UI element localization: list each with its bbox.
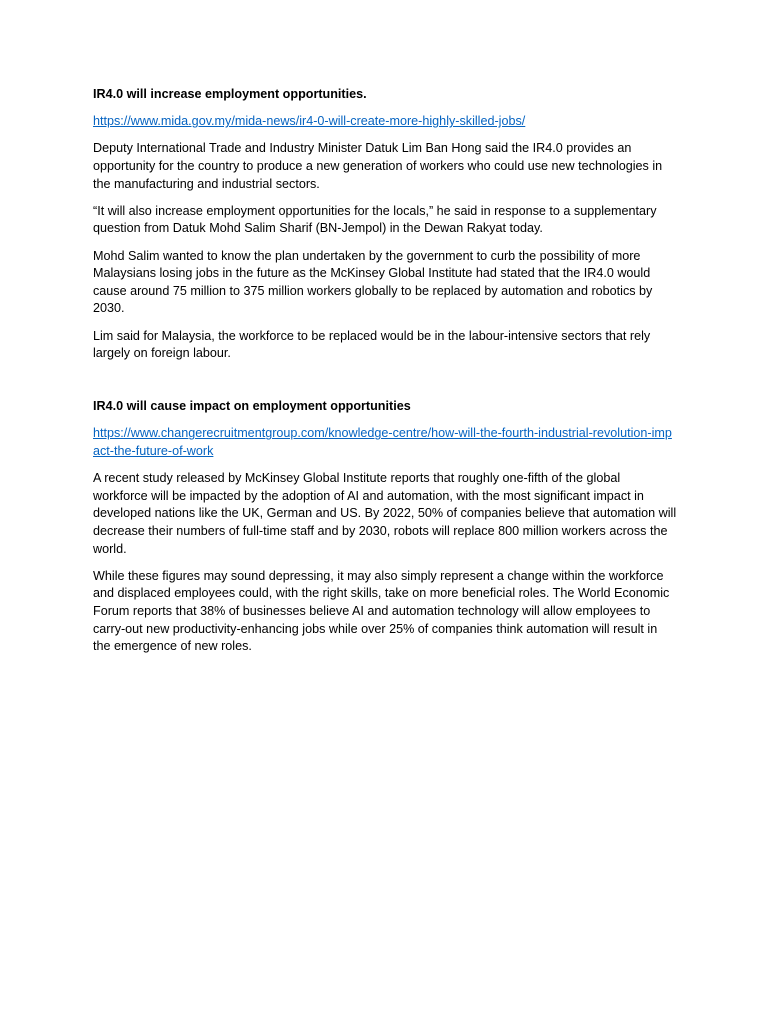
- section2-source-link[interactable]: https://www.changerecruitmentgroup.com/knowledge-centre/how-will-the-fourth-industrial-revolution-impact-the-future-of-work: [93, 426, 672, 459]
- section2-paragraph-2: While these figures may sound depressing, it may also simply represent a change within the workforce and displaced employees could, with the right skills, take on more beneficial roles. The World Economic Forum reports that 38% of businesses believe AI and automation technology will allow employees to carry-out new productivity-enhancing jobs while over 25% of companies think automation will result in the emergence of new roles.: [93, 568, 670, 654]
- section-spacer: [93, 372, 677, 398]
- section1-paragraph-2: “It will also increase employment opportunities for the locals,” he said in response to a supplementary question from Datuk Mohd Salim Sharif (BN-Jempol) in the Dewan Rakyat today.: [93, 203, 657, 236]
- section1-heading: IR4.0 will increase employment opportunities.: [93, 87, 367, 101]
- section1-paragraph-3: Mohd Salim wanted to know the plan undertaken by the government to curb the possibility of more Malaysians losing jobs in the future as the McKinsey Global Institute had stated that the IR4.0 would cause around 75 million to 375 million workers globally to be replaced by automation and robotics by 2030.: [93, 248, 653, 316]
- section2-paragraph-1: A recent study released by McKinsey Global Institute reports that roughly one-fifth of the global workforce will be impacted by the adoption of AI and automation, with the most significant impact in developed nations like the UK, German and US. By 2022, 50% of companies believe that automation will decrease their numbers of full-time staff and by 2030, robots will replace 800 million workers across the world.: [93, 471, 677, 556]
- section2-heading: IR4.0 will cause impact on employment opportunities: [93, 399, 411, 414]
- section1-source-link[interactable]: https://www.mida.gov.my/mida-news/ir4-0-will-create-more-highly-skilled-jobs/: [93, 114, 526, 129]
- document-page: [93, 86, 677, 665]
- section1-paragraph-1: Deputy International Trade and Industry Minister Datuk Lim Ban Hong said the IR4.0 provides an opportunity for the country to produce a new generation of workers who could use new technologies in the manufacturing and industrial sectors.: [93, 141, 663, 191]
- section1-paragraph-4: Lim said for Malaysia, the workforce to be replaced would be in the labour-intensive sectors that rely largely on foreign labour.: [93, 328, 651, 361]
